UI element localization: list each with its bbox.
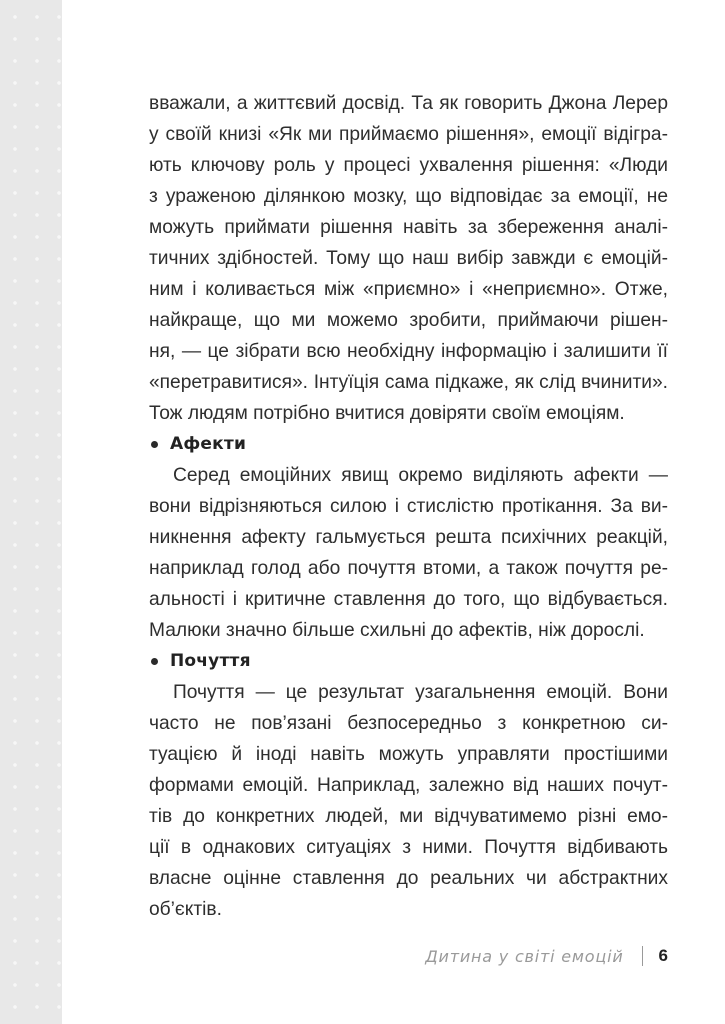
text-line: Серед емоційних явищ окремо виділяють афекти —: [173, 465, 668, 486]
text-line: власне оцінне ставлення до реальних чи абстрактних: [149, 868, 668, 889]
text-line: часто не пов’язані безпосередньо з конкретною си-: [149, 713, 668, 734]
section-heading-affects: [149, 429, 668, 460]
text-line: ції в однакових ситуаціях з ними. Почуття відбивають: [149, 837, 668, 858]
text-line: у своїй книзі «Як ми приймаємо рішення», емоції відігра-: [149, 124, 668, 145]
text-line: тичних здібностей. Тому що наш вибір завжди є емоцій-: [149, 248, 668, 269]
text-line: наприклад голод або почуття втоми, а також почуття ре-: [149, 558, 668, 579]
page-body: [149, 88, 668, 925]
footer-divider: [642, 946, 643, 966]
text-line: тів до конкретних людей, ми відчуватимемо різні емо-: [149, 806, 668, 827]
text-line: альності і критичне ставлення до того, що відбувається.: [149, 589, 668, 610]
paragraph-feelings: [149, 677, 668, 925]
text-line: туацією й іноді навіть можуть управляти простішими: [149, 744, 668, 765]
text-line: формами емоцій. Наприклад, залежно від наших почут-: [149, 775, 668, 796]
text-line: ним і коливається між «приємно» і «неприємно». Отже,: [149, 279, 668, 300]
section-heading-label: Почуття: [170, 651, 251, 671]
text-line: Тож людям потрібно вчитися довіряти своїм емоціям.: [149, 403, 625, 424]
text-line: можуть приймати рішення навіть за збереження аналі-: [149, 217, 668, 238]
page-number: 6: [658, 946, 668, 965]
text-line: об’єктів.: [149, 899, 222, 920]
decorative-side-strip: [0, 0, 62, 1024]
bullet-dot-icon: [151, 658, 158, 665]
paragraph-affects: [149, 460, 668, 646]
text-line: ня, — це зібрати всю необхідну інформацію і залишити її: [149, 341, 668, 362]
section-heading-label: Афекти: [170, 434, 247, 454]
text-line: з ураженою ділянкою мозку, що відповідає за емоції, не: [149, 186, 668, 207]
paragraph-decision-making: [149, 88, 668, 429]
text-line: найкраще, що ми можемо зробити, приймаючи рішен-: [149, 310, 668, 331]
text-line: Почуття — це результат узагальнення емоцій. Вони: [173, 682, 668, 703]
text-line: Малюки значно більше схильні до афектів, ніж дорослі.: [149, 620, 645, 641]
text-line: ють ключову роль у процесі ухвалення рішення: «Люди: [149, 155, 668, 176]
bullet-dot-icon: [151, 441, 158, 448]
section-heading-feelings: [149, 646, 668, 677]
text-line: вважали, а життєвий досвід. Та як говорить Джона Лерер: [149, 93, 668, 114]
text-line: «перетравитися». Інтуїція сама підкаже, як слід вчинити».: [149, 372, 668, 393]
page-footer: [330, 940, 668, 972]
text-line: вони відрізняються силою і стислістю протікання. За ви-: [149, 496, 668, 517]
running-title: Дитина у світі емоцій: [425, 946, 624, 966]
text-line: никнення афекту гальмується решта психічних реакцій,: [149, 527, 668, 548]
